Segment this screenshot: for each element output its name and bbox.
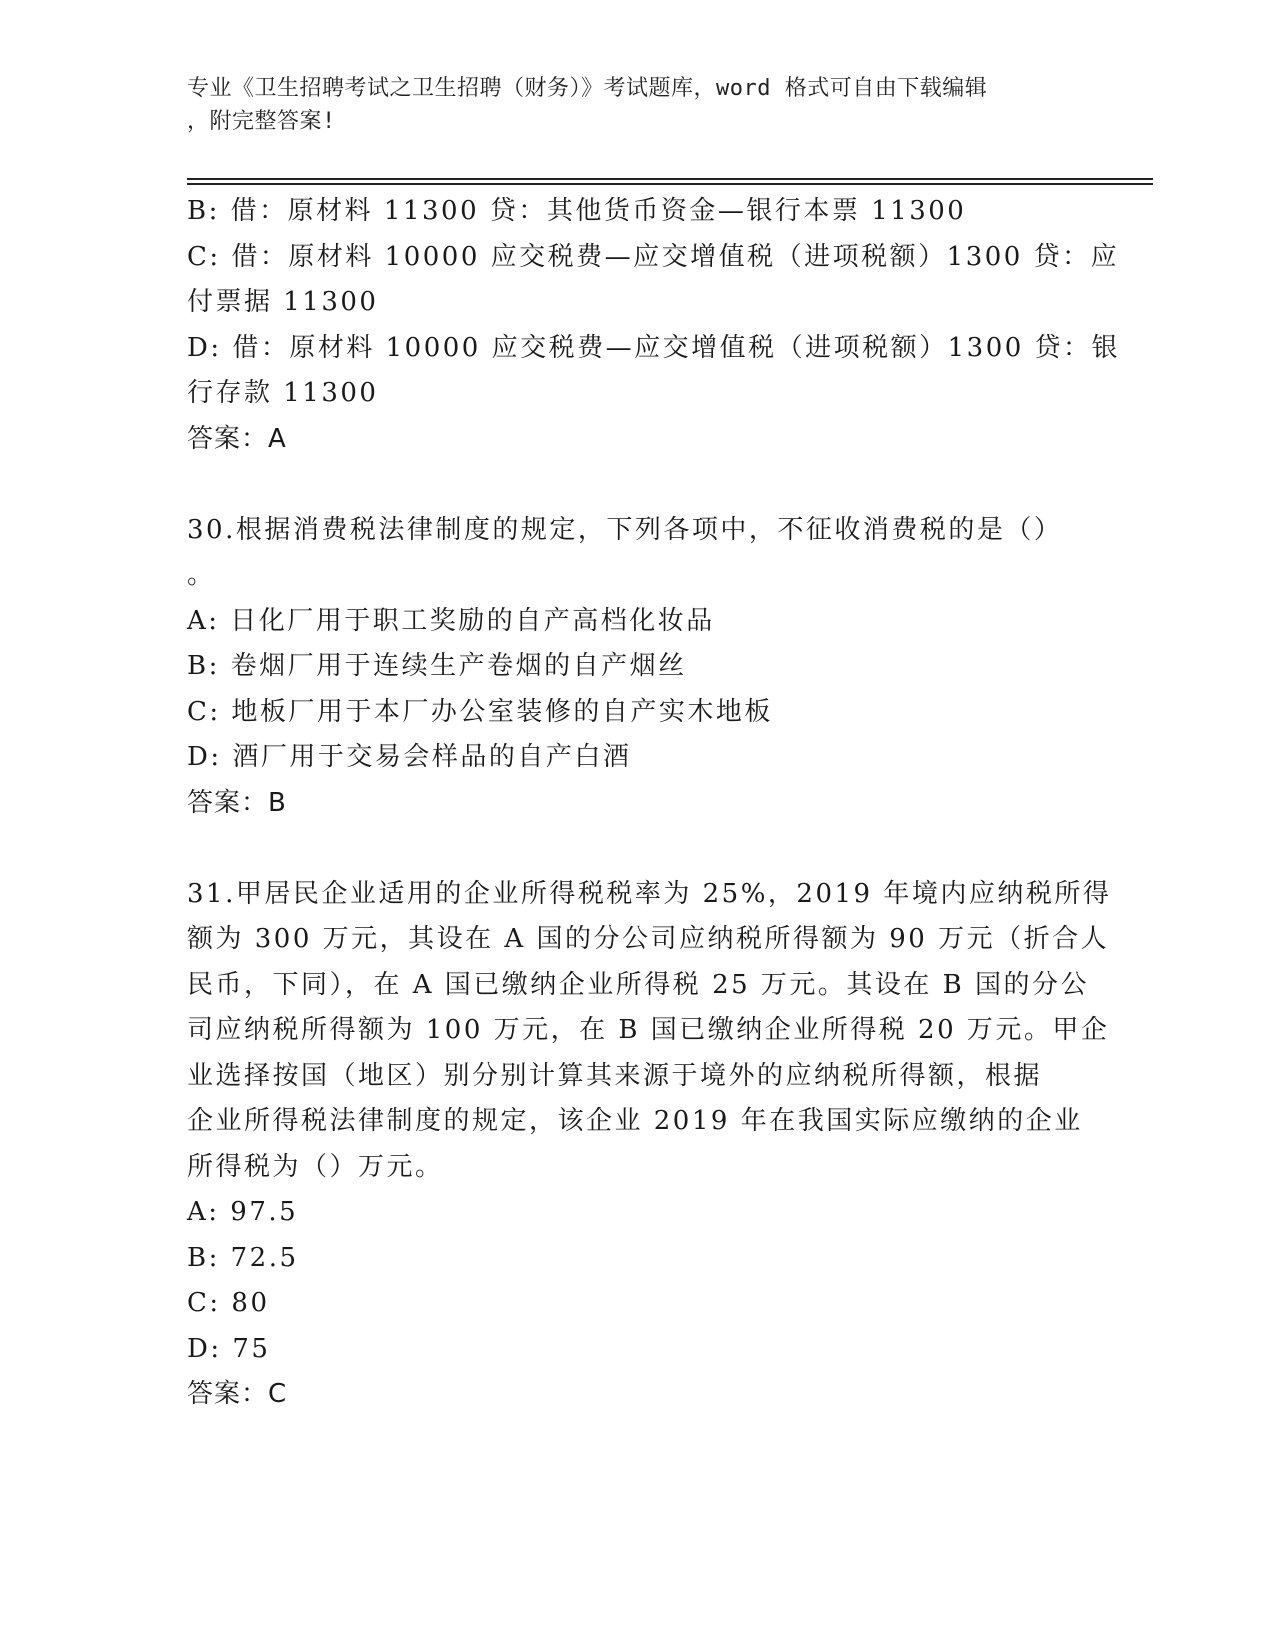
spacer <box>187 826 1087 872</box>
q31-stem-line-7: 所得税为（）万元。 <box>187 1151 444 1182</box>
q30-option-b: B: 卷烟厂用于连续生产卷烟的自产烟丝 <box>187 651 687 681</box>
q31-stem-line-5: 业选择按国（地区）别分别计算其来源于境外的应纳税所得额，根据 <box>187 1060 1043 1091</box>
document-header <box>187 72 1087 138</box>
header-line-2: ，附完整答案! <box>187 109 336 134</box>
q31-stem-line-1: 31.甲居民企业适用的企业所得税税率为 25%，2019 年境内应纳税所得 <box>187 878 1112 909</box>
document-body <box>187 189 1121 1418</box>
q29-option-d-line-1: D: 借：原材料 10000 应交税费—应交增值税（进项税额）1300 贷：银 <box>187 332 1121 363</box>
q30-option-c: C: 地板厂用于本厂办公室装修的自产实木地板 <box>187 696 773 727</box>
q30-stem-line-1: 30.根据消费税法律制度的规定，下列各项中，不征收消费税的是（） <box>187 514 1063 545</box>
question-29-tail <box>187 189 1121 462</box>
q29-option-c-line-1: C: 借：原材料 10000 应交税费—应交增值税（进项税额）1300 贷：应 <box>187 241 1120 272</box>
header-divider-bottom <box>187 183 1153 185</box>
q30-option-d: D: 酒厂用于交易会样品的自产白酒 <box>187 742 632 772</box>
q29-option-b: B: 借：原材料 11300 贷：其他货币资金—银行本票 11300 <box>187 196 967 226</box>
q31-option-b: B: 72.5 <box>187 1242 299 1273</box>
q30-stem-line-2: 。 <box>187 560 216 590</box>
q31-answer: 答案：C <box>187 1379 288 1409</box>
question-30 <box>187 508 1087 827</box>
q29-answer: 答案：A <box>187 423 287 454</box>
header-divider-top <box>187 178 1153 180</box>
question-31 <box>187 872 1112 1418</box>
q29-option-c-line-2: 付票据 11300 <box>187 287 379 317</box>
spacer <box>187 462 1087 508</box>
q30-answer: 答案：B <box>187 787 287 818</box>
q29-option-d-line-2: 行存款 11300 <box>187 378 379 408</box>
q31-stem-line-6: 企业所得税法律制度的规定，该企业 2019 年在我国实际应缴纳的企业 <box>187 1106 1083 1136</box>
q31-stem-line-3: 民币，下同），在 A 国已缴纳企业所得税 25 万元。其设在 B 国的分公 <box>187 969 1090 1000</box>
q31-option-d: D: 75 <box>187 1333 271 1364</box>
header-line-1: 专业《卫生招聘考试之卫生招聘（财务）》考试题库，word 格式可自由下载编辑 <box>187 76 988 101</box>
q31-stem-line-4: 司应纳税所得额为 100 万元，在 B 国已缴纳企业所得税 20 万元。甲企 <box>187 1015 1110 1045</box>
q30-option-a: A: 日化厂用于职工奖励的自产高档化妆品 <box>187 605 715 636</box>
q31-option-a: A: 97.5 <box>187 1197 299 1227</box>
q31-stem-line-2: 额为 300 万元，其设在 A 国的分公司应纳税所得额为 90 万元（折合人 <box>187 924 1110 954</box>
q31-option-c: C: 80 <box>187 1288 270 1318</box>
